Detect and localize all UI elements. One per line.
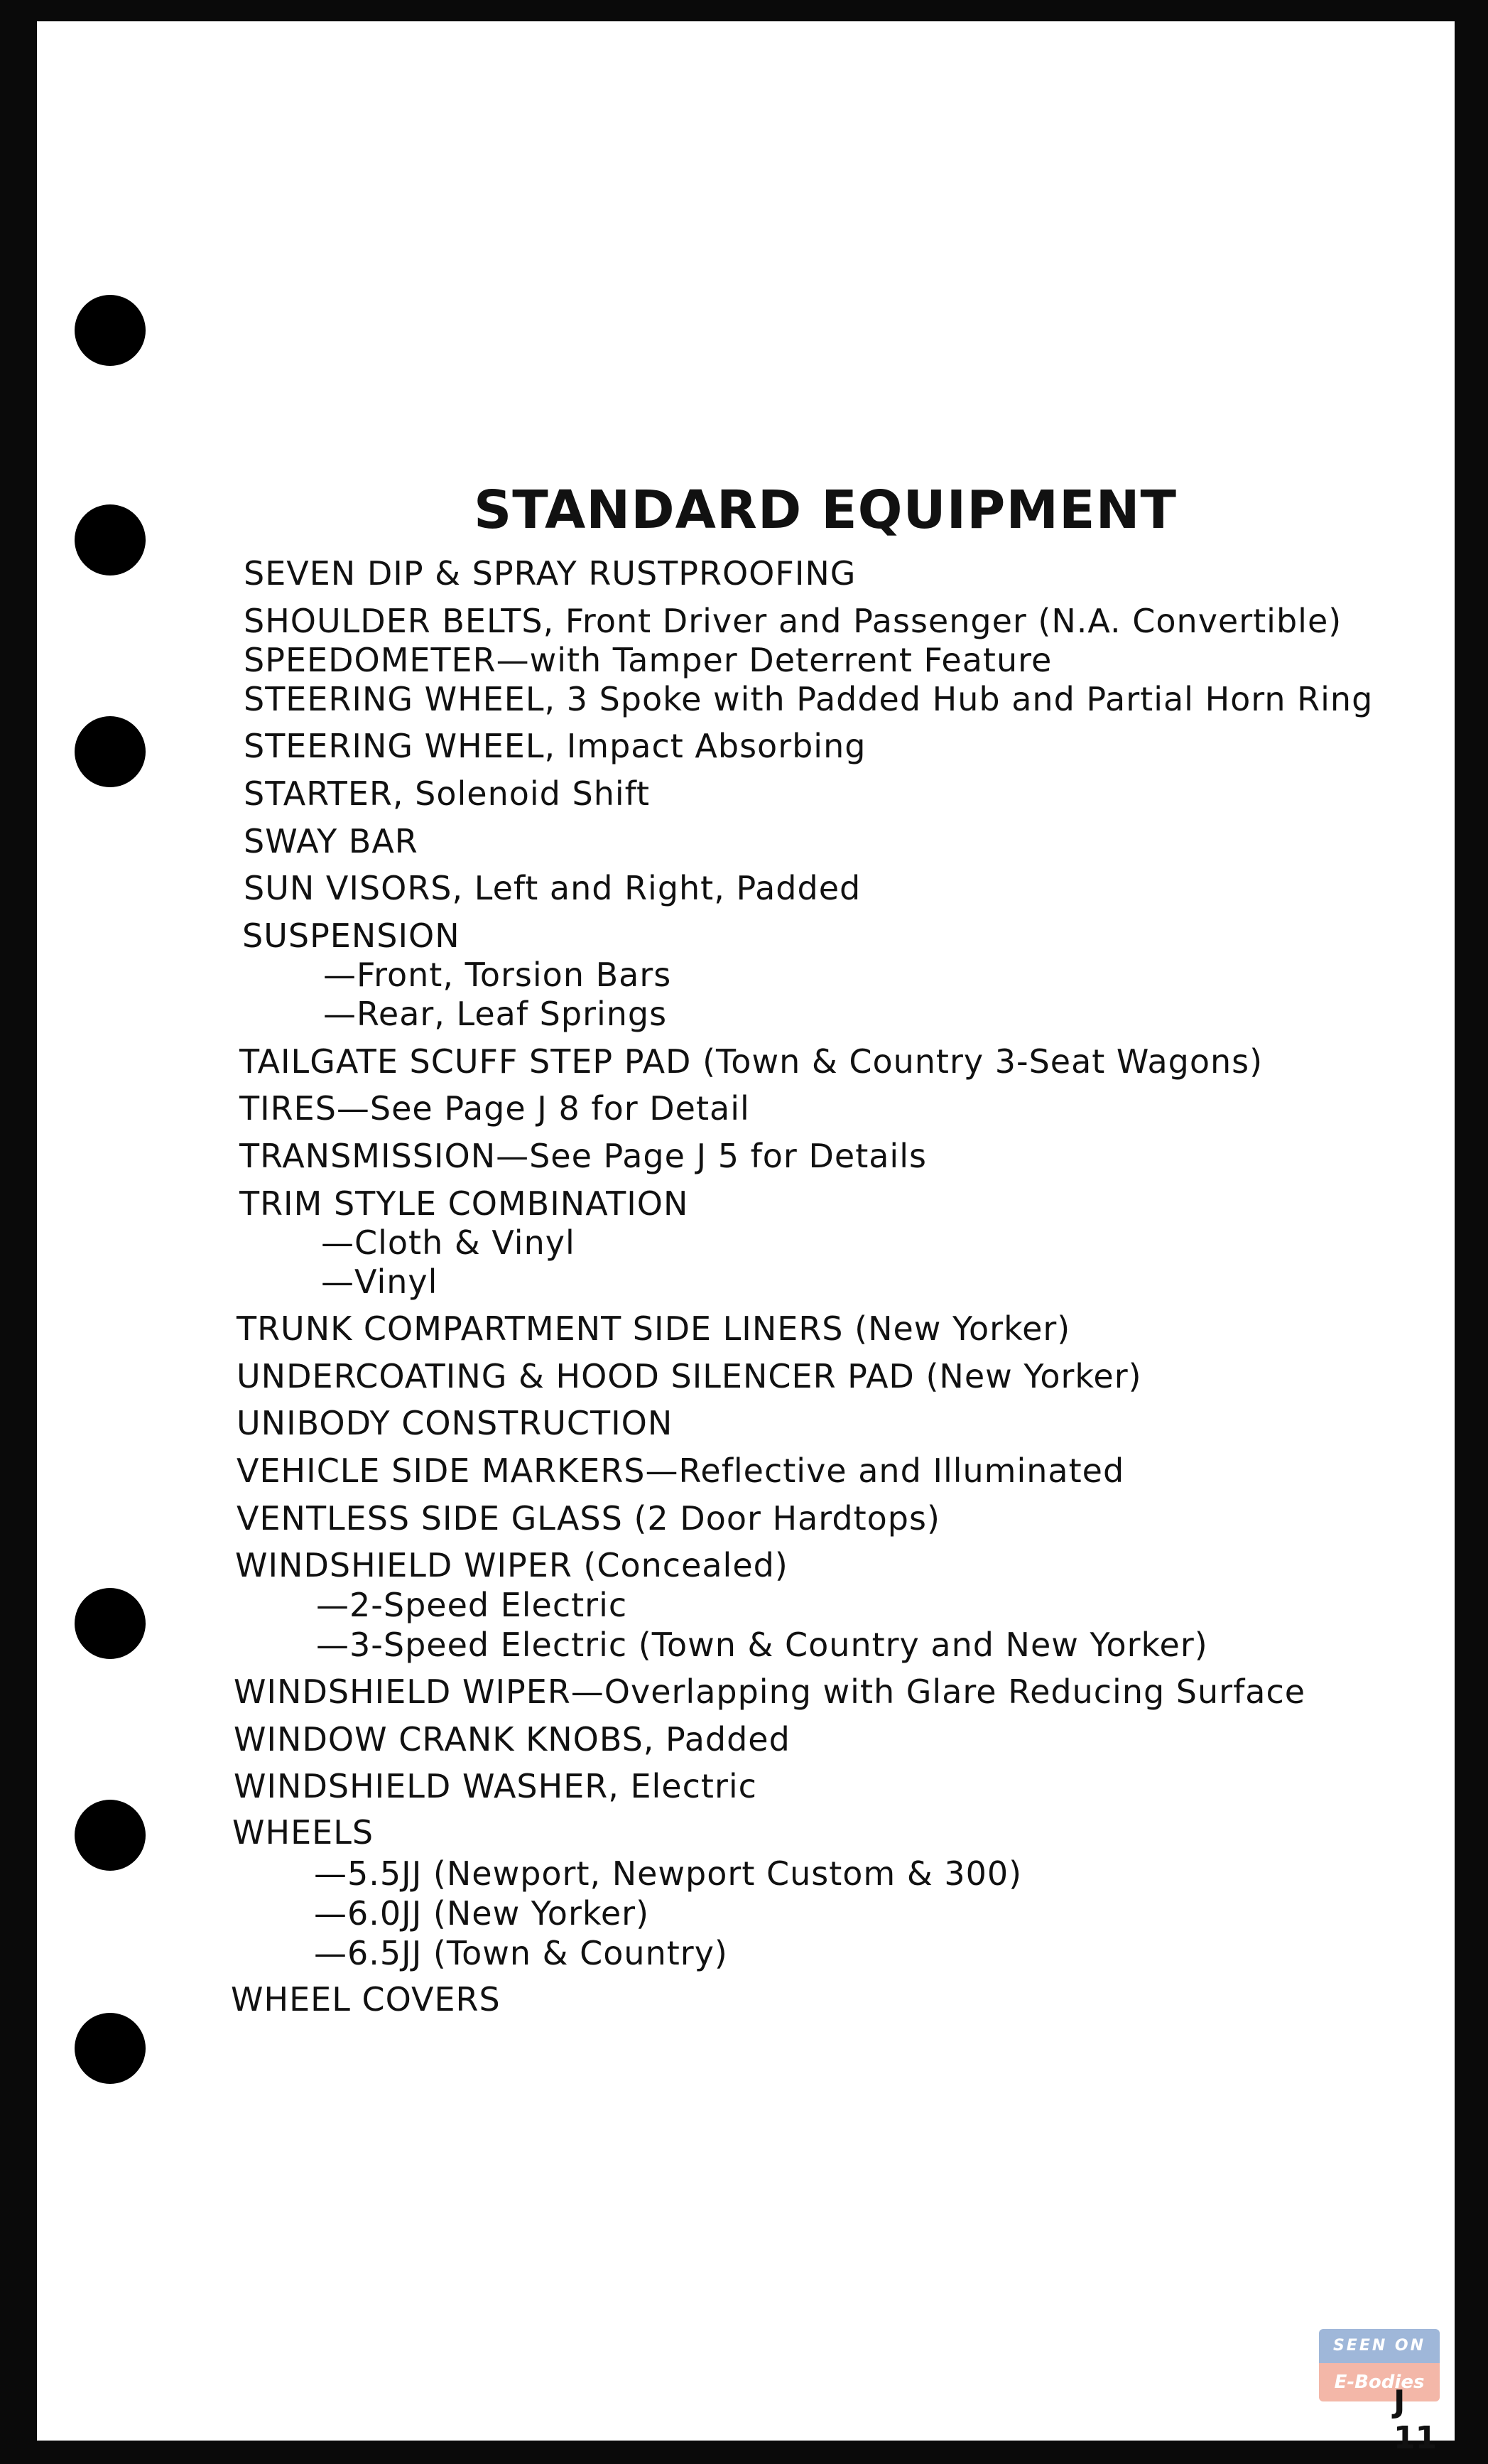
equipment-item: WINDSHIELD WIPER—Overlapping with Glare Reducing Surface	[234, 1673, 1306, 1711]
equipment-item: WINDSHIELD WIPER (Concealed)	[235, 1546, 788, 1584]
binder-hole	[75, 716, 146, 787]
page-title: STANDARD EQUIPMENT	[474, 480, 1178, 541]
equipment-item: WHEEL COVERS	[231, 1980, 501, 2019]
binder-hole	[75, 504, 146, 576]
equipment-item: SPEEDOMETER—with Tamper Deterrent Feature	[244, 641, 1053, 679]
equipment-item: WINDOW CRANK KNOBS, Padded	[234, 1720, 791, 1758]
equipment-item: SUN VISORS, Left and Right, Padded	[244, 869, 862, 907]
equipment-item: TRANSMISSION—See Page J 5 for Details	[239, 1137, 927, 1175]
binder-hole	[75, 1588, 146, 1659]
equipment-item: SEVEN DIP & SPRAY RUSTPROOFING	[244, 554, 857, 593]
equipment-subitem: —6.0JJ (New Yorker)	[314, 1894, 650, 1933]
equipment-item: WINDSHIELD WASHER, Electric	[234, 1767, 757, 1805]
binder-hole	[75, 1800, 146, 1871]
equipment-item: UNIBODY CONSTRUCTION	[237, 1404, 673, 1442]
equipment-item: TRIM STYLE COMBINATION	[239, 1184, 689, 1223]
watermark-bottom: E-Bodies	[1319, 2363, 1440, 2401]
watermark-top: SEEN ON	[1319, 2329, 1440, 2363]
equipment-item: TIRES—See Page J 8 for Detail	[239, 1089, 750, 1128]
equipment-subitem: —Front, Torsion Bars	[323, 956, 672, 994]
page-number: J 11	[1394, 2384, 1438, 2456]
equipment-subitem: —Rear, Leaf Springs	[323, 995, 668, 1033]
binder-hole	[75, 295, 146, 366]
equipment-subitem: —3-Speed Electric (Town & Country and New Yorker)	[316, 1626, 1208, 1664]
equipment-item: UNDERCOATING & HOOD SILENCER PAD (New Yorker)	[237, 1357, 1142, 1395]
equipment-item: WHEELS	[232, 1813, 374, 1852]
equipment-item: STARTER, Solenoid Shift	[244, 774, 651, 813]
equipment-subitem: —5.5JJ (Newport, Newport Custom & 300)	[314, 1854, 1023, 1893]
equipment-item: SUSPENSION	[242, 917, 460, 955]
equipment-item: SHOULDER BELTS, Front Driver and Passenger (N.A. Convertible)	[244, 602, 1342, 640]
equipment-item: VENTLESS SIDE GLASS (2 Door Hardtops)	[237, 1499, 940, 1538]
equipment-subitem: —Vinyl	[321, 1263, 438, 1301]
equipment-subitem: —Cloth & Vinyl	[321, 1223, 575, 1262]
equipment-item: STEERING WHEEL, Impact Absorbing	[244, 727, 867, 765]
equipment-item: TRUNK COMPARTMENT SIDE LINERS (New Yorker)	[237, 1309, 1071, 1348]
equipment-item: VEHICLE SIDE MARKERS—Reflective and Illuminated	[237, 1452, 1125, 1490]
equipment-item: SWAY BAR	[244, 822, 418, 860]
equipment-item: STEERING WHEEL, 3 Spoke with Padded Hub and Partial Horn Ring	[244, 680, 1374, 718]
document-page	[37, 21, 1455, 2456]
equipment-subitem: —6.5JJ (Town & Country)	[314, 1934, 728, 1972]
binder-hole	[75, 2013, 146, 2084]
equipment-subitem: —2-Speed Electric	[316, 1586, 628, 1624]
equipment-item: TAILGATE SCUFF STEP PAD (Town & Country 3-Seat Wagons)	[239, 1042, 1264, 1081]
